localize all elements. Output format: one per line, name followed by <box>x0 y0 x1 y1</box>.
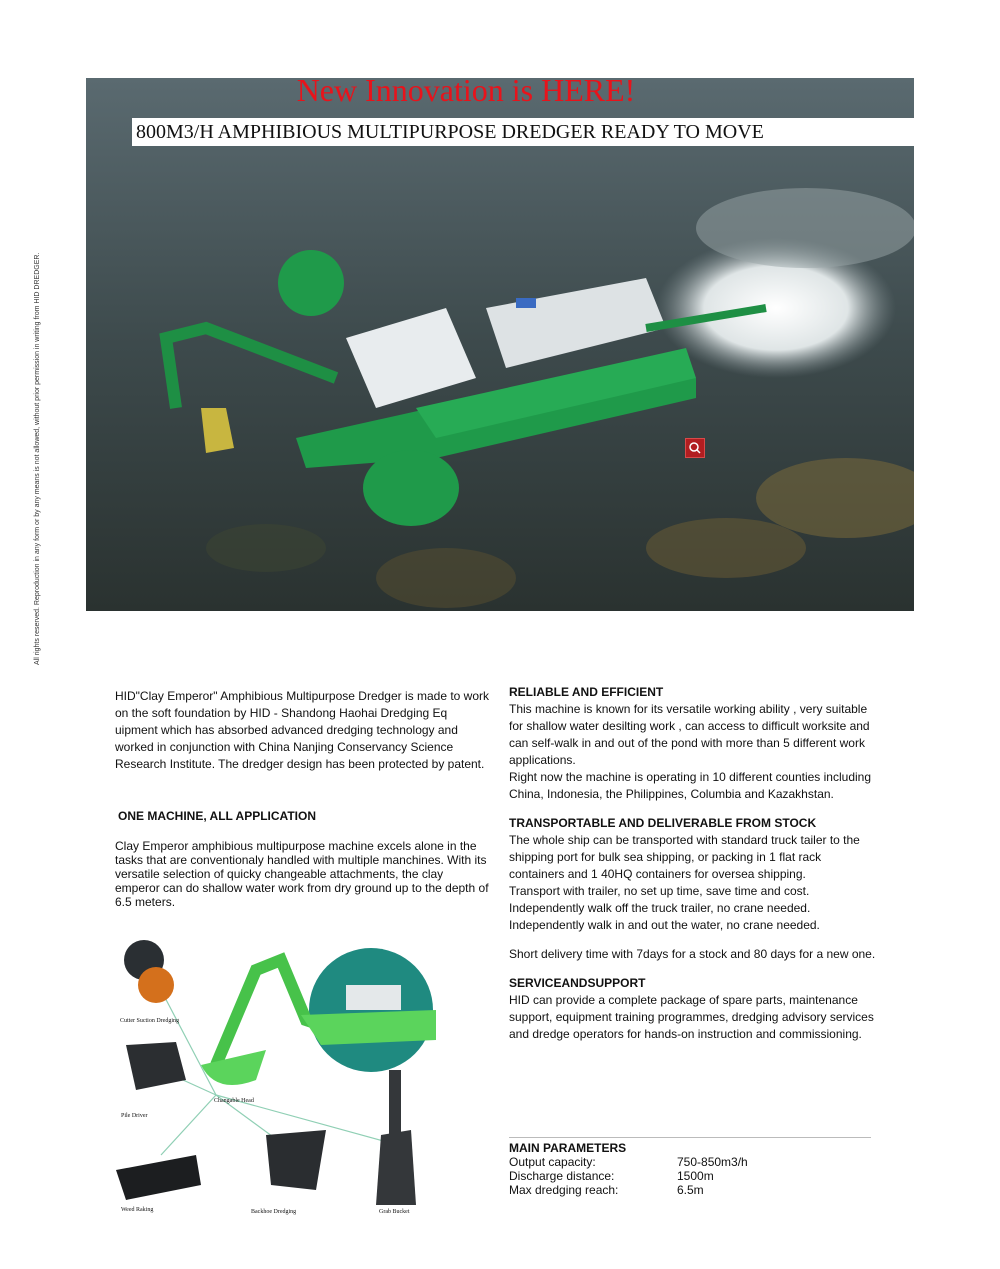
transport-paragraph-3: Independently walk off the truck trailer, no crane needed. <box>509 901 811 915</box>
param-label: Max dredging reach: <box>509 1183 619 1197</box>
param-value: 750-850m3/h <box>677 1155 748 1169</box>
magnifier-icon <box>686 439 704 457</box>
reliable-title: RELIABLE AND EFFICIENT <box>509 685 664 699</box>
subheadline: 800M3/H AMPHIBIOUS MULTIPURPOSE DREDGER READY TO MOVE <box>132 118 914 146</box>
one-machine-title: ONE MACHINE, ALL APPLICATION <box>118 809 316 823</box>
params-divider <box>509 1137 871 1138</box>
attachments-illustration <box>106 930 444 1222</box>
param-row <box>509 1169 871 1183</box>
zoom-button[interactable] <box>685 438 705 458</box>
params-title: MAIN PARAMETERS <box>509 1141 627 1155</box>
transport-paragraph-1: The whole ship can be transported with standard truck tailer to the shipping port for bulk sea shipping, or packing in 1 flat rack containers and 1 40HQ containers for oversea shipping. <box>509 833 860 881</box>
param-row <box>509 1155 871 1169</box>
main-parameters <box>509 1141 871 1197</box>
param-value: 6.5m <box>677 1183 704 1197</box>
copyright-note <box>34 205 46 665</box>
param-value: 1500m <box>677 1169 714 1183</box>
label-cutter: Cutter Suction Dredging <box>120 1018 179 1024</box>
hero-photo <box>86 78 914 611</box>
service-paragraph: HID can provide a complete package of spare parts, maintenance support, equipment training programmes, dredging advisory services and dredge operators for hands-on instruction and commissioning. <box>509 993 874 1041</box>
param-label: Discharge distance: <box>509 1169 615 1183</box>
copyright-text: All rights reserved. Reproduction in any form or by any means is not allowed, without prior permission in writing from HID DREDGER. <box>34 252 41 665</box>
transport-paragraph-5: Short delivery time with 7days for a stock and 80 days for a new one. <box>509 947 876 961</box>
param-row <box>509 1183 871 1197</box>
label-pile: Pile Driver <box>121 1113 148 1119</box>
label-backhoe: Backhoe Dredging <box>251 1209 297 1215</box>
transport-paragraph-2: Transport with trailer, no set up time, save time and cost. <box>509 884 810 898</box>
transport-title: TRANSPORTABLE AND DELIVERABLE FROM STOCK <box>509 816 817 830</box>
attachments-diagram <box>106 930 444 1222</box>
right-column <box>509 684 879 1043</box>
param-label: Output capacity: <box>509 1155 596 1169</box>
label-head: Changable Head <box>214 1098 254 1104</box>
one-machine-paragraph: Clay Emperor amphibious multipurpose machine excels alone in the tasks that are conventionaly handled with multiple manchines. With its versatile selection of quicky changeable attachments, the clay emperor can do shallow water work from dry ground up to the depth of 6.5 meters. <box>115 839 489 909</box>
dredger-photo-illustration <box>86 78 914 611</box>
transport-paragraph-4: Independently walk in and out the water, no crane needed. <box>509 918 820 932</box>
intro-text-block <box>115 688 490 773</box>
label-weed: Weed Raking <box>121 1207 154 1213</box>
service-title: SERVICEANDSUPPORT <box>509 976 646 990</box>
label-grab: Grab Bucket <box>379 1209 410 1215</box>
headline: New Innovation is HERE! <box>296 72 636 108</box>
reliable-paragraph-1: This machine is known for its versatile working ability , very suitable for shallow water desilting work , can access to difficult worksite and can self-walk in and out of the pond with more than 5 different work applications. <box>509 702 870 767</box>
reliable-paragraph-2: Right now the machine is operating in 10 different counties including China, Indonesia, the Philippines, Columbia and Kazakhstan. <box>509 770 872 801</box>
one-machine-block <box>115 839 490 909</box>
intro-paragraph: HID"Clay Emperor" Amphibious Multipurpose Dredger is made to work on the soft foundation by HID - Shandong Haohai Dredging Eq uipment which has absorbed advanced dredging technology and worked in conjunction with China Nanjing Conservancy Science Research Institute. The dredger design has been protected by patent. <box>115 689 489 771</box>
